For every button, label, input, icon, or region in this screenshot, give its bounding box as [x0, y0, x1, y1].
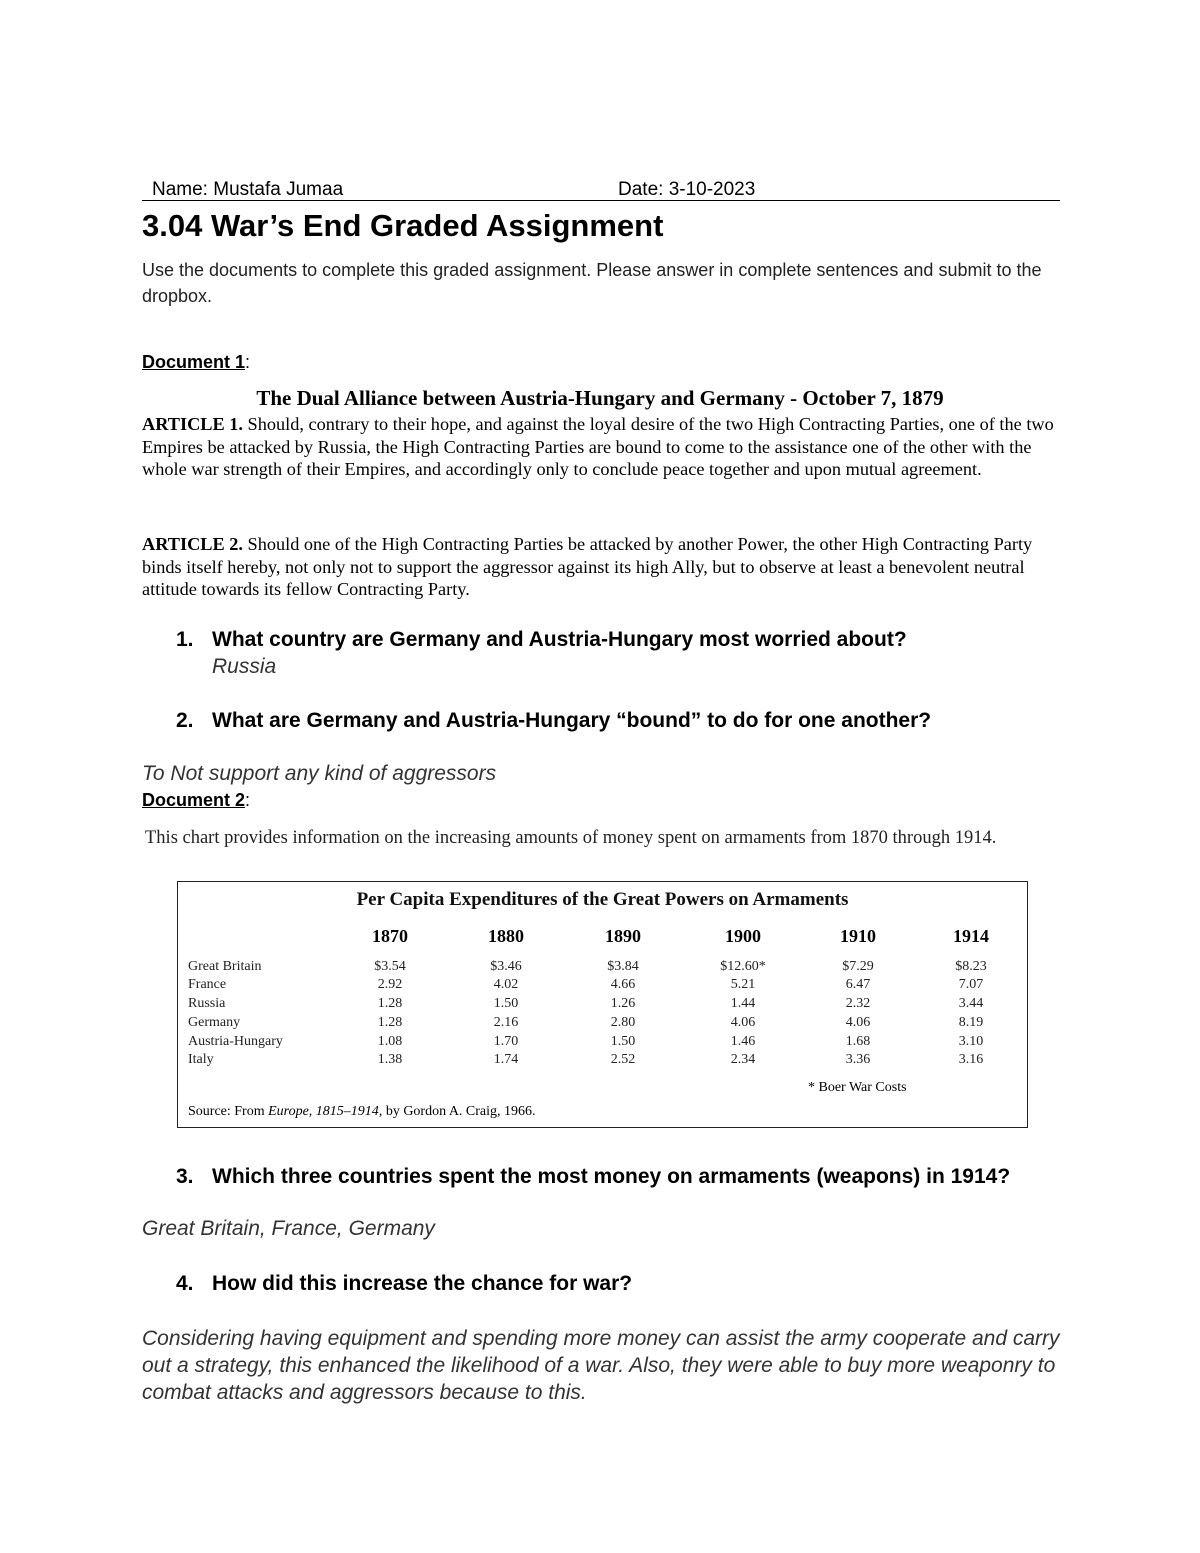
question-text: What are Germany and Austria-Hungary “bound” to do for one another?	[212, 709, 932, 732]
article-2	[142, 533, 1062, 601]
article-1-text: Should, contrary to their hope, and against the loyal desire of the two High Contracting Parties, one of the two Empires be attacked by Russia, the High Contracting Parties are bound to come to the assistance one of the other with the whole war strength of their Empires, and accordingly only to conclude peace together and upon mutual agreement.	[142, 414, 1054, 479]
table-cell: 1.46	[730, 1034, 756, 1049]
document-1-label-colon: :	[245, 352, 251, 372]
table-cell: 1.26	[610, 996, 636, 1011]
table-cell: $8.23	[955, 959, 987, 974]
article-1	[142, 413, 1062, 481]
source-suffix: , by Gordon A. Craig, 1966.	[378, 1104, 536, 1119]
table-cell: 1.44	[730, 996, 756, 1011]
table-cell: 3.36	[845, 1052, 871, 1067]
table-footnote: * Boer War Costs	[808, 1080, 907, 1095]
table-cell: 1.50	[610, 1034, 636, 1049]
instructions: Use the documents to complete this graded assignment. Please answer in complete sentences and submit to the dropbox.	[142, 260, 1042, 306]
table-cell: 1.68	[845, 1034, 871, 1049]
table-row-label: Germany	[188, 1015, 241, 1030]
chart-intro: This chart provides information on the increasing amounts of money spent on armaments from 1870 through 1914.	[145, 828, 997, 848]
table-cell: 7.07	[958, 977, 984, 992]
table-cell: 1.28	[377, 1015, 403, 1030]
document-2-label-colon: :	[245, 790, 251, 810]
article-1-label: ARTICLE 1.	[142, 414, 243, 434]
table-cell: 4.06	[845, 1015, 871, 1030]
question-text: What country are Germany and Austria-Hungary most worried about?	[212, 628, 907, 651]
question-number: 1.	[176, 628, 194, 651]
table-cell: 2.92	[377, 977, 403, 992]
answer-4: Considering having equipment and spending more money can assist the army cooperate and carry out a strategy, this enhanced the likelihood of a war. Also, they were able to buy more weaponry to combat attacks and aggressors because to this.	[142, 1327, 1060, 1404]
question-text: How did this increase the chance for war?	[212, 1272, 633, 1295]
page-title: 3.04 War’s End Graded Assignment	[142, 208, 664, 243]
assignment-date: Date: 3-10-2023	[618, 179, 756, 200]
table-cell: $3.46	[490, 959, 522, 974]
article-2-label: ARTICLE 2.	[142, 534, 243, 554]
document-1-label-text: Document 1	[142, 352, 246, 372]
table-cell: 2.52	[610, 1052, 636, 1067]
table-row-label: France	[188, 977, 227, 992]
table-cell: 2.80	[610, 1015, 636, 1030]
question-4	[176, 1270, 1062, 1297]
table-source	[188, 1104, 536, 1120]
expenditures-table	[177, 881, 1028, 1128]
table-row-label: Austria-Hungary	[188, 1034, 283, 1049]
question-number: 2.	[176, 709, 194, 732]
table-row-label: Italy	[188, 1052, 214, 1067]
year-header: 1914	[953, 926, 989, 946]
table-cell: 1.74	[493, 1052, 519, 1067]
question-number: 4.	[176, 1272, 194, 1295]
document-1-label	[142, 352, 250, 373]
table-cell: 8.19	[958, 1015, 984, 1030]
article-2-text: Should one of the High Contracting Parties be attacked by another Power, the other High Contracting Party binds itself hereby, not only not to support the aggressor against its high Ally, but to observe at least a benevolent neutral attitude towards its fellow Contracting Party.	[142, 534, 1033, 599]
table-cell: 1.70	[493, 1034, 519, 1049]
table-cell: 1.50	[493, 996, 519, 1011]
table-cell: 2.16	[493, 1015, 519, 1030]
source-prefix: Source: From	[188, 1104, 269, 1119]
table-cell: 3.16	[958, 1052, 984, 1067]
table-cell: 6.47	[845, 977, 871, 992]
table-cell: 1.08	[377, 1034, 403, 1049]
source-book: Europe, 1815–1914	[268, 1104, 379, 1119]
year-header: 1870	[372, 926, 408, 946]
question-1	[176, 626, 1062, 653]
table-title: Per Capita Expenditures of the Great Powers on Armaments	[356, 889, 849, 910]
question-number: 3.	[176, 1165, 194, 1188]
year-header: 1900	[725, 926, 761, 946]
table-cell: 1.28	[377, 996, 403, 1011]
question-3	[176, 1163, 1062, 1190]
student-name: Name: Mustafa Jumaa	[152, 179, 344, 200]
document-2-label-text: Document 2	[142, 790, 246, 810]
table-cell: 3.10	[958, 1034, 984, 1049]
answer-1: Russia	[212, 655, 277, 678]
document-2-label	[142, 790, 250, 811]
year-header: 1910	[840, 926, 876, 946]
answer-3: Great Britain, France, Germany	[142, 1217, 435, 1240]
table-cell: $7.29	[842, 959, 874, 974]
table-cell: 2.34	[730, 1052, 756, 1067]
table-cell: 4.66	[610, 977, 636, 992]
table-cell: 4.02	[493, 977, 519, 992]
table-cell: $3.54	[374, 959, 406, 974]
table-cell: 4.06	[730, 1015, 756, 1030]
answer-2: To Not support any kind of aggressors	[142, 762, 497, 785]
year-header: 1880	[488, 926, 524, 946]
treaty-title: The Dual Alliance between Austria-Hungary and Germany - October 7, 1879	[256, 386, 944, 410]
table-cell: $12.60*	[720, 959, 766, 974]
table-cell: $3.84	[607, 959, 639, 974]
table-cell: 2.32	[845, 996, 871, 1011]
table-row-label: Russia	[188, 996, 226, 1011]
question-text: Which three countries spent the most money on armaments (weapons) in 1914?	[212, 1165, 1011, 1188]
table-cell: 5.21	[730, 977, 756, 992]
table-cell: 3.44	[958, 996, 984, 1011]
header-divider	[142, 200, 1060, 201]
table-cell: 1.38	[377, 1052, 403, 1067]
question-2	[176, 707, 1062, 734]
table-row-label: Great Britain	[188, 959, 262, 974]
year-header: 1890	[605, 926, 641, 946]
